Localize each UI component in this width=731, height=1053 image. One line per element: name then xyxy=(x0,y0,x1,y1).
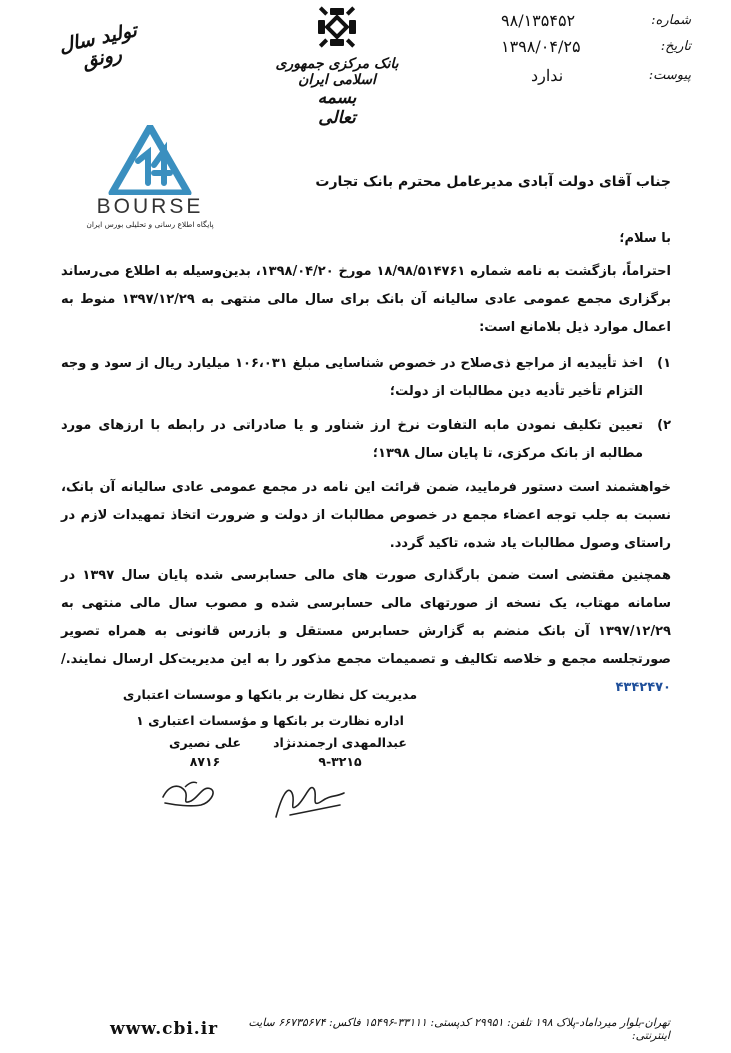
letter-body xyxy=(61,258,671,702)
bourse-logo xyxy=(80,125,220,235)
tracking-number: ۴۳۴۲۴۷۰ xyxy=(615,680,671,695)
date-value: ۱۳۹۸/۰۴/۲۵ xyxy=(501,36,581,56)
bourse-subtitle: پایگاه اطلاع رسانی و تحلیلی بورس ایران xyxy=(86,220,214,229)
number-label: شماره: xyxy=(651,12,691,28)
bank-name: بانک مرکزی جمهوری اسلامی ایران xyxy=(275,56,399,88)
greeting: با سلام؛ xyxy=(619,231,671,246)
signer-2-code: ۸۷۱۶ xyxy=(189,754,221,769)
letter-meta xyxy=(491,8,691,90)
signature-1-mark xyxy=(270,775,350,829)
cbi-emblem-icon xyxy=(313,3,361,51)
item1-number: ۱) xyxy=(657,356,671,371)
office-title: اداره نظارت بر بانکها و مؤسسات اعتباری ۱ xyxy=(136,713,404,728)
signer-1 xyxy=(270,735,410,769)
number-value: ۹۸/۱۳۵۴۵۲ xyxy=(501,10,576,30)
attachment-value: ندارد xyxy=(531,65,564,85)
list-item xyxy=(61,412,671,468)
submission-paragraph xyxy=(61,562,671,702)
item1-text: اخذ تأییدیه از مراجع ذی‌صلاح در خصوص شناسایی مبلغ ۱۰۶،۰۳۱ میلیارد ریال از سود و وجه التزام تأخیر تأدیه دین مطالبات از دولت؛ xyxy=(61,356,643,399)
bank-emblem xyxy=(313,3,361,51)
handwritten-signature-icon xyxy=(155,775,225,815)
signature-2-mark xyxy=(155,775,225,819)
submission-text: همچنین مقتضی است ضمن بارگذاری صورت های مالی حسابرسی شده پایان سال ۱۳۹۷ در سامانه مهتاب، یک نسخه از صورتهای مالی حسابرسی شده و مصوب سال مالی منتهی به ۱۳۹۷/۱۲/۲۹ آن بانک منضم به گزارش حسابرس مستقل و بازرس قانونی به همراه تصویر صورتجلسه مجمع و خلاصه تکالیف و تصمیمات مجمع مذکور را به این مدیریت‌کل ارسال نمایند./ xyxy=(61,568,672,667)
list-item xyxy=(61,350,671,406)
signer-2 xyxy=(155,735,255,769)
request-paragraph: خواهشمند است دستور فرمایید، ضمن قرائت این نامه در مجمع عمومی عادی سالیانه آن بانک، نسبت به جلب توجه اعضاء مجمع در خصوص مطالبات از دولت و ضرورت اتخاذ تمهیدات لازم در راستای وصول مطالبات یاد شده، تاکید گردد. xyxy=(61,480,671,551)
attachment-label: پیوست: xyxy=(648,67,691,83)
signer-1-name: عبدالمهدی ارجمندنژاد xyxy=(273,735,407,750)
intro-paragraph: احتراماً، بازگشت به نامه شماره ۱۸/۹۸/۵۱۴۷۶۱ مورخ ۱۳۹۸/۰۴/۲۰، بدین‌وسیله به اطلاع می‌رساند برگزاری مجمع عمومی عادی سالیانه آن بانک برای سال مالی منتهی به ۱۳۹۷/۱۲/۲۹ منوط به اعمال موارد ذیل بلامانع است: xyxy=(61,264,671,335)
item2-text: تعیین تکلیف نمودن مابه التفاوت نرخ ارز شناور و یا صادراتی در رابطه با ارزهای مورد مطالبه از بانک مرکزی، تا پایان سال ۱۳۹۸؛ xyxy=(61,418,643,461)
footer xyxy=(110,1016,670,1042)
signer-2-name: علی نصیری xyxy=(169,735,241,750)
signature-block xyxy=(120,682,420,734)
handwritten-signature-icon xyxy=(270,775,350,825)
department-title: مدیریت کل نظارت بر بانکها و موسسات اعتباری xyxy=(122,687,418,702)
item2-number: ۲) xyxy=(657,418,671,433)
signer-1-code: ۹-۳۲۱۵ xyxy=(318,754,362,769)
bourse-triangle-icon xyxy=(80,125,220,195)
invocation: بسمه تعالی xyxy=(317,88,357,128)
addressee: جناب آقای دولت آبادی مدیرعامل محترم بانک تجارت xyxy=(315,174,671,190)
slogan-stamp: تولید سال رونق xyxy=(57,19,139,73)
bourse-wordmark: BOURSE xyxy=(96,195,204,218)
footer-address: تهران-بلوار میرداماد-پلاک ۱۹۸ تلفن: ۲۹۹۵۱ کدپستی: ۳۳۱۱۱-۱۵۴۹۶ فاکس: ۶۶۷۳۵۶۷۴ سایت اینترنتی: xyxy=(248,1016,670,1042)
date-label: تاریخ: xyxy=(660,38,691,54)
footer-website[interactable]: www.cbi.ir xyxy=(110,1019,219,1039)
